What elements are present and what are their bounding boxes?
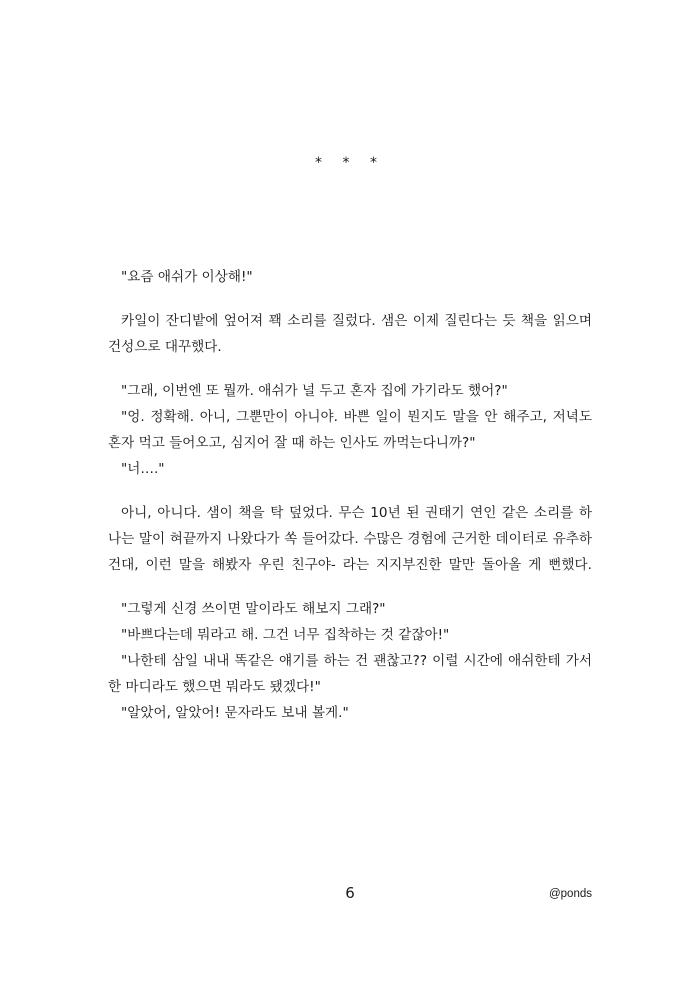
dialogue-line: "그렇게 신경 쓰이면 말이라도 해보지 그래?"	[121, 601, 386, 617]
narration-line: 아니, 아니다. 샘이 책을 탁 덮었다. 무슨 10년 된 권태기 연인 같은 소리를 하	[121, 505, 592, 521]
narration-line: 나는 말이 혀끝까지 나왔다가 쏙 들어갔다. 수많은 경험에 근거한 데이터로 유추하	[108, 531, 592, 547]
dialogue-line: 혼자 먹고 들어오고, 심지어 잘 때 하는 인사도 까먹는다니까?"	[108, 435, 476, 451]
scene-break: * * *	[315, 155, 385, 171]
dialogue-line: "그래, 이번엔 또 뭘까. 애쉬가 널 두고 혼자 집에 가기라도 했어?"	[121, 383, 508, 399]
dialogue-line: "나한테 삼일 내내 똑같은 얘기를 하는 건 괜찮고?? 이럴 시간에 애쉬한테 가서	[121, 653, 592, 669]
dialogue-line: "바쁘다는데 뭐라고 해. 그건 너무 집착하는 것 같잖아!"	[121, 627, 450, 643]
dialogue-line: "요즘 애쉬가 이상해!"	[121, 269, 253, 285]
body-text	[108, 264, 592, 726]
narration-line: 카일이 잔디밭에 엎어져 꽥 소리를 질렀다. 샘은 이제 질린다는 듯 책을 읽으며	[121, 313, 592, 329]
narration-line: 건성으로 대꾸했다.	[108, 339, 222, 355]
dialogue-line: "알았어, 알았어! 문자라도 보내 볼게."	[121, 705, 349, 721]
paragraph-gap	[108, 360, 592, 378]
dialogue-line: 한 마디라도 했으면 뭐라도 됐겠다!"	[108, 679, 321, 695]
dialogue-line: "너…."	[121, 461, 165, 477]
paragraph-gap	[108, 290, 592, 308]
narration-line: 건대, 이런 말을 해봤자 우린 친구야- 라는 지지부진한 말만 돌아올 게 뻔했다.	[108, 557, 592, 573]
dialogue-line: "엉. 정확해. 아니, 그뿐만이 아니야. 바쁜 일이 뭔지도 말을 안 해주고, 저녁도	[121, 409, 592, 425]
paragraph-gap	[108, 482, 592, 500]
author-credit: @ponds	[548, 888, 592, 900]
paragraph-gap	[108, 578, 592, 596]
page-number: 6	[345, 884, 355, 902]
